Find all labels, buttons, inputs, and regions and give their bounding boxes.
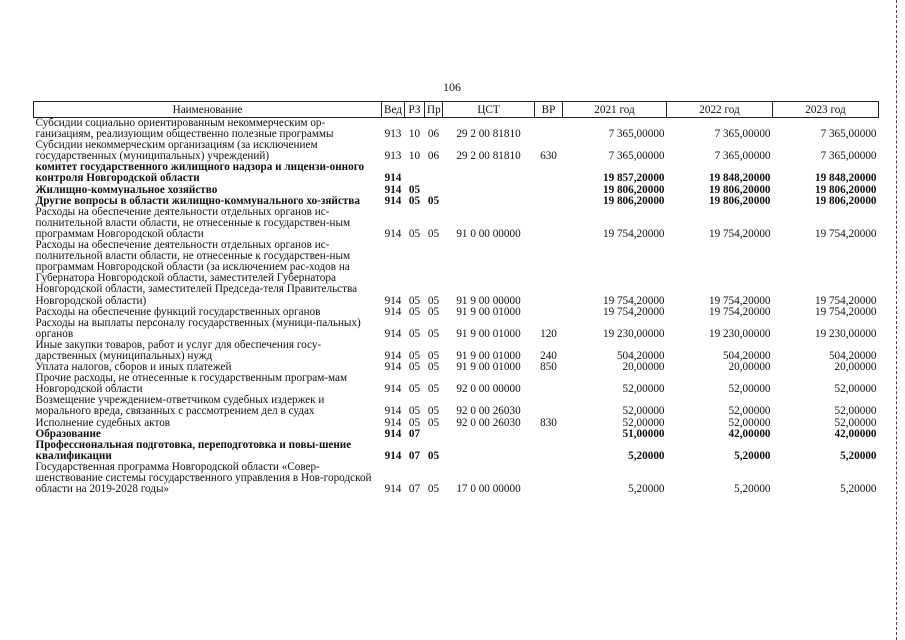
row-amount-2022: 5,20000 <box>734 449 771 462</box>
row-cst <box>443 196 535 207</box>
header-vr: ВР <box>535 102 563 118</box>
row-vr <box>535 240 563 307</box>
row-pr <box>425 162 443 184</box>
row-amount-2023: 5,20000 <box>840 449 877 462</box>
row-vr <box>535 307 563 318</box>
row-amount-2022: 19 754,20000 <box>708 227 771 240</box>
page-number: 106 <box>443 80 461 94</box>
row-ved: 914 <box>384 194 402 207</box>
row-amount-2021: 52,00000 <box>622 416 665 429</box>
row-rz: 05 <box>408 194 421 207</box>
row-vr <box>535 185 563 196</box>
row-amount-2023: 19 806,20000 <box>814 183 877 196</box>
row-pr: 05 <box>427 405 440 418</box>
row-name: Образование <box>35 427 101 440</box>
row-ved: 913 <box>384 128 402 141</box>
row-amount-2022: 19 754,20000 <box>708 294 771 307</box>
row-pr: 05 <box>427 305 440 318</box>
table-header-row <box>34 102 879 118</box>
row-amount-2022: 52,00000 <box>728 405 771 418</box>
row-amount-2021: 52,00000 <box>622 383 665 396</box>
row-amount-2023: 19 754,20000 <box>814 227 877 240</box>
row-pr <box>425 185 443 196</box>
table-row <box>34 395 879 417</box>
row-vr <box>535 462 563 495</box>
row-pr: 05 <box>427 483 440 496</box>
row-amount-2023: 19 848,20000 <box>814 172 877 185</box>
row-amount-2022: 7 365,00000 <box>714 128 771 141</box>
row-amount-2023: 7 365,00000 <box>820 128 877 141</box>
row-amount-2021: 19 754,20000 <box>602 227 665 240</box>
row-ved: 914 <box>384 449 402 462</box>
row-amount-2023: 19 754,20000 <box>814 305 877 318</box>
row-amount-2022: 504,20000 <box>722 349 771 362</box>
row-amount-2023: 7 365,00000 <box>820 150 877 163</box>
row-amount-2023: 52,00000 <box>834 405 877 418</box>
header-cst: ЦСТ <box>443 102 535 118</box>
row-cst <box>443 185 535 196</box>
row-amount-2021: 51,00000 <box>622 427 665 440</box>
row-amount-2021: 7 365,00000 <box>608 128 665 141</box>
row-amount-2023: 19 230,00000 <box>814 327 877 340</box>
row-name: Расходы на обеспечение функций государственных органов <box>35 305 321 318</box>
row-ved: 914 <box>384 416 402 429</box>
row-ved: 914 <box>384 305 402 318</box>
row-rz <box>405 162 425 184</box>
row-pr: 05 <box>427 227 440 240</box>
row-name: Субсидии социально ориентированным некоммерческим ор-ганизациям, реализующим общественно полезные программы <box>35 117 334 141</box>
row-ved: 914 <box>384 383 402 396</box>
row-name: Иные закупки товаров, работ и услуг для обеспечения госу-дарственных (муниципальных) нужд <box>35 338 322 362</box>
table-row <box>34 340 879 362</box>
row-rz: 10 <box>408 150 421 163</box>
budget-table <box>33 101 879 495</box>
row-ved: 914 <box>384 427 402 440</box>
row-vr <box>535 162 563 184</box>
row-amount-2023: 20,00000 <box>834 361 877 374</box>
row-pr: 05 <box>427 361 440 374</box>
row-ved: 914 <box>384 294 402 307</box>
table-row <box>34 318 879 340</box>
row-rz: 07 <box>408 449 421 462</box>
row-cst: 91 9 00 01000 <box>456 361 521 374</box>
row-pr <box>425 429 443 440</box>
row-amount-2023: 52,00000 <box>834 416 877 429</box>
row-rz: 05 <box>408 327 421 340</box>
row-vr: 120 <box>540 327 557 340</box>
row-amount-2021: 7 365,00000 <box>608 150 665 163</box>
table-row <box>34 140 879 162</box>
row-amount-2021: 504,20000 <box>616 349 665 362</box>
row-rz: 05 <box>408 383 421 396</box>
row-ved: 914 <box>384 349 402 362</box>
row-cst: 91 9 00 01000 <box>456 349 521 362</box>
row-rz: 10 <box>408 128 421 141</box>
row-pr: 06 <box>427 150 440 163</box>
row-ved: 914 <box>384 483 402 496</box>
row-name: Профессиональная подготовка, переподготовка и повы-шение квалификации <box>35 438 352 462</box>
row-cst: 92 0 00 26030 <box>456 416 521 429</box>
row-amount-2023: 19 806,20000 <box>814 194 877 207</box>
row-ved: 914 <box>384 405 402 418</box>
row-amount-2021: 20,00000 <box>622 361 665 374</box>
row-amount-2022: 19 848,20000 <box>708 172 771 185</box>
row-amount-2022: 20,00000 <box>728 361 771 374</box>
row-rz: 07 <box>408 483 421 496</box>
row-name: Расходы на обеспечение деятельности отдельных органов ис-полнительной власти области, не отнесенные к государствен-ным программам Новгородской области <box>35 205 351 240</box>
row-pr: 05 <box>427 449 440 462</box>
row-amount-2021: 19 806,20000 <box>602 183 665 196</box>
row-ved: 914 <box>384 172 402 185</box>
row-cst: 91 9 00 01000 <box>456 327 521 340</box>
row-ved: 914 <box>384 183 402 196</box>
row-ved: 914 <box>384 227 402 240</box>
row-rz: 07 <box>408 427 421 440</box>
row-amount-2021: 19 230,00000 <box>602 327 665 340</box>
row-rz: 05 <box>408 405 421 418</box>
scan-edge-divider <box>896 0 903 640</box>
row-cst <box>443 440 535 462</box>
table-row <box>34 440 879 462</box>
row-amount-2021: 5,20000 <box>628 483 665 496</box>
row-name: Расходы на обеспечение деятельности отдельных органов ис-полнительной власти области, не отнесенные к государствен-ным программам Новгородской области (за исключением рас-ходов на Губернатора Новгородской области, заместителей Губернатора Новгородской области, заместителей Председа-теля Правительства Новгородской области) <box>35 239 358 307</box>
row-rz: 05 <box>408 227 421 240</box>
row-amount-2023: 52,00000 <box>834 383 877 396</box>
table-row <box>34 162 879 184</box>
row-amount-2022: 42,00000 <box>728 427 771 440</box>
row-amount-2021: 19 806,20000 <box>602 194 665 207</box>
header-2022: 2022 год <box>667 102 773 118</box>
row-amount-2023: 5,20000 <box>840 483 877 496</box>
row-name: Исполнение судебных актов <box>35 416 171 429</box>
row-amount-2021: 52,00000 <box>622 405 665 418</box>
row-amount-2022: 52,00000 <box>728 383 771 396</box>
header-name: Наименование <box>34 102 382 118</box>
row-pr: 05 <box>427 294 440 307</box>
header-2021: 2021 год <box>563 102 667 118</box>
row-rz: 05 <box>408 361 421 374</box>
row-name: Прочие расходы, не отнесенные к государственным програм-мам Новгородской области <box>35 372 348 396</box>
row-amount-2023: 504,20000 <box>828 349 877 362</box>
table-row <box>34 240 879 307</box>
row-cst: 91 0 00 00000 <box>456 227 521 240</box>
row-amount-2022: 19 754,20000 <box>708 305 771 318</box>
row-cst: 92 0 00 26030 <box>456 405 521 418</box>
row-name: Возмещение учреждением-ответчиком судебных издержек и морального вреда, связанных с рассмотрением дел в судах <box>35 394 325 418</box>
row-rz: 05 <box>408 305 421 318</box>
row-amount-2021: 19 754,20000 <box>602 294 665 307</box>
row-ved: 914 <box>384 361 402 374</box>
table-row <box>34 207 879 240</box>
row-vr <box>535 373 563 395</box>
row-amount-2022: 19 230,00000 <box>708 327 771 340</box>
table-row <box>34 118 879 141</box>
row-rz: 05 <box>408 416 421 429</box>
row-pr: 05 <box>427 327 440 340</box>
row-pr: 05 <box>427 349 440 362</box>
row-cst <box>443 429 535 440</box>
row-vr: 630 <box>540 150 557 163</box>
row-amount-2022: 19 806,20000 <box>708 183 771 196</box>
row-amount-2022: 5,20000 <box>734 483 771 496</box>
row-name: Субсидии некоммерческим организациям (за исключением государственных (муниципальных) учреждений) <box>35 139 318 163</box>
row-amount-2022: 19 806,20000 <box>708 194 771 207</box>
row-rz: 05 <box>408 349 421 362</box>
row-name: Государственная программа Новгородской области «Совер-шенствование системы государственного управления в Нов-городской области на 2019-2028 годы» <box>35 460 372 496</box>
row-vr <box>535 196 563 207</box>
row-pr: 05 <box>427 416 440 429</box>
row-name: Жилищно-коммунальное хозяйство <box>35 183 218 196</box>
row-vr: 850 <box>540 361 557 374</box>
row-vr: 830 <box>540 416 557 429</box>
row-ved: 913 <box>384 150 402 163</box>
header-ved: Вед <box>382 102 405 118</box>
table-row <box>34 373 879 395</box>
row-vr <box>535 207 563 240</box>
row-cst: 91 9 00 00000 <box>456 294 521 307</box>
row-pr: 05 <box>427 194 440 207</box>
row-cst: 17 0 00 00000 <box>456 483 521 496</box>
row-vr <box>535 440 563 462</box>
row-ved: 914 <box>384 327 402 340</box>
header-rz: РЗ <box>405 102 425 118</box>
row-cst: 92 0 00 00000 <box>456 383 521 396</box>
row-cst: 29 2 00 81810 <box>456 150 521 163</box>
row-name: комитет государственного жилищного надзора и лицензи-онного контроля Новгородской области <box>35 161 365 185</box>
row-cst: 91 9 00 01000 <box>456 305 521 318</box>
table-row <box>34 462 879 495</box>
row-vr <box>535 429 563 440</box>
row-name: Расходы на выплаты персоналу государственных (муници-пальных) органов <box>35 316 361 340</box>
row-amount-2023: 42,00000 <box>834 427 877 440</box>
row-pr: 05 <box>427 383 440 396</box>
row-amount-2023: 19 754,20000 <box>814 294 877 307</box>
row-amount-2022: 7 365,00000 <box>714 150 771 163</box>
row-cst: 29 2 00 81810 <box>456 128 521 141</box>
header-2023: 2023 год <box>773 102 879 118</box>
row-pr: 06 <box>427 128 440 141</box>
row-name: Уплата налогов, сборов и иных платежей <box>35 361 232 374</box>
row-vr <box>535 395 563 417</box>
row-rz: 05 <box>408 183 421 196</box>
row-amount-2021: 19 857,20000 <box>602 172 665 185</box>
row-amount-2022: 52,00000 <box>728 416 771 429</box>
row-cst <box>443 162 535 184</box>
header-pr: Пр <box>425 102 443 118</box>
row-rz: 05 <box>408 294 421 307</box>
row-name: Другие вопросы в области жилищно-коммунального хо-зяйства <box>35 194 360 207</box>
row-amount-2021: 19 754,20000 <box>602 305 665 318</box>
table-row <box>34 418 879 429</box>
row-vr <box>535 118 563 141</box>
row-amount-2021: 5,20000 <box>628 449 665 462</box>
row-vr: 240 <box>540 349 557 362</box>
table-row <box>34 185 879 196</box>
